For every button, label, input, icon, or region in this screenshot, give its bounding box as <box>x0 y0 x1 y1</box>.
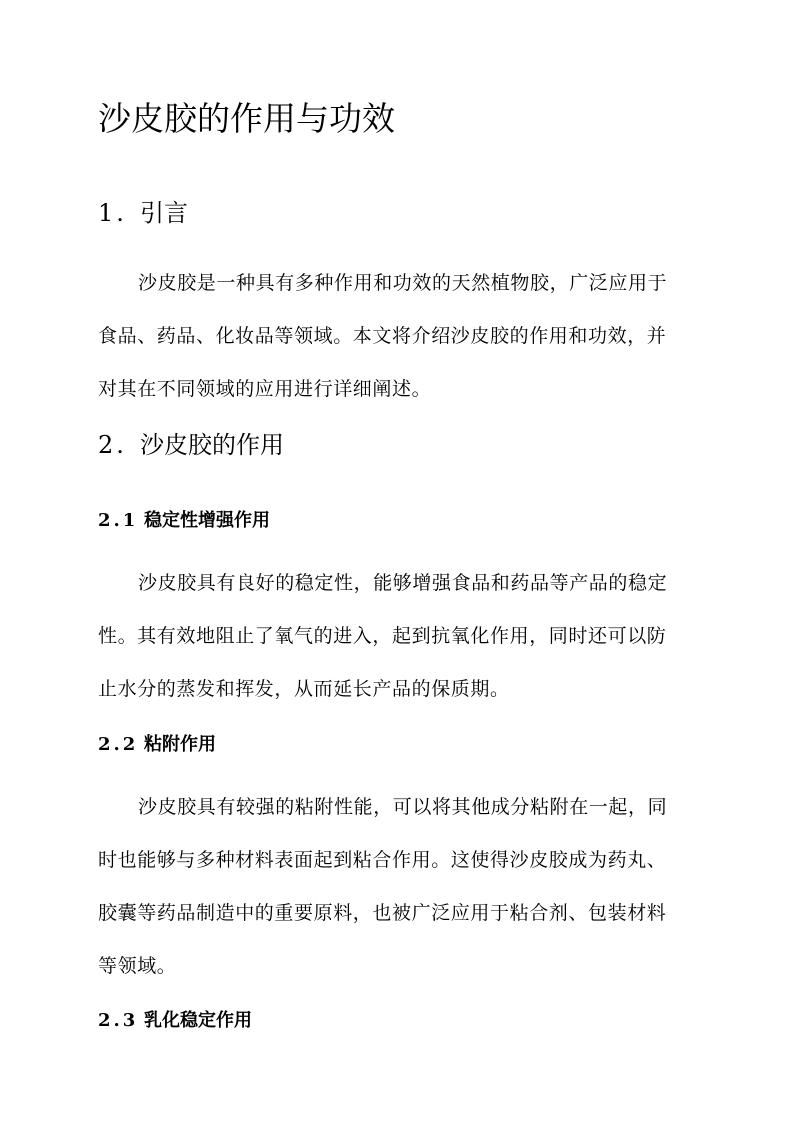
subsection-heading-stability <box>98 508 270 534</box>
subsection-title: 乳化稳定作用 <box>144 1010 252 1031</box>
paragraph-line: 性。其有效地阻止了氧气的进入，起到抗氧化作用，同时还可以防 <box>98 625 667 647</box>
paragraph-line: 止水分的蒸发和挥发，从而延长产品的保质期。 <box>98 678 510 700</box>
paragraph-line: 等领域。 <box>98 955 177 977</box>
stability-paragraph <box>98 568 702 727</box>
section-heading-functions <box>98 428 284 462</box>
subsection-number: 2.1 <box>98 510 139 531</box>
section-heading-introduction <box>98 196 188 230</box>
subsection-number: 2.2 <box>98 734 139 755</box>
paragraph-line: 时也能够与多种材料表面起到粘合作用。这使得沙皮胶成为药丸、 <box>98 849 667 871</box>
section-number: 2. <box>98 431 127 459</box>
paragraph-line: 对其在不同领域的应用进行详细阐述。 <box>98 378 432 400</box>
introduction-paragraph <box>98 268 702 427</box>
section-title: 引言 <box>140 199 188 227</box>
adhesion-paragraph <box>98 792 702 1004</box>
paragraph-line: 沙皮胶具有较强的粘附性能，可以将其他成分粘附在一起，同 <box>138 796 668 818</box>
section-number: 1. <box>98 199 127 227</box>
paragraph-line: 沙皮胶是一种具有多种作用和功效的天然植物胶，广泛应用于 <box>138 272 668 294</box>
subsection-number: 2.3 <box>98 1010 139 1031</box>
subsection-heading-adhesion <box>98 732 216 758</box>
paragraph-line: 食品、药品、化妆品等领域。本文将介绍沙皮胶的作用和功效，并 <box>98 325 667 347</box>
section-title: 沙皮胶的作用 <box>140 431 284 459</box>
document-title: 沙皮胶的作用与功效 <box>98 99 395 138</box>
paragraph-line: 胶囊等药品制造中的重要原料，也被广泛应用于粘合剂、包装材料 <box>98 902 667 924</box>
subsection-title: 稳定性增强作用 <box>144 510 270 531</box>
subsection-heading-emulsion <box>98 1008 252 1034</box>
paragraph-line: 沙皮胶具有良好的稳定性，能够增强食品和药品等产品的稳定 <box>138 572 668 594</box>
subsection-title: 粘附作用 <box>144 734 216 755</box>
